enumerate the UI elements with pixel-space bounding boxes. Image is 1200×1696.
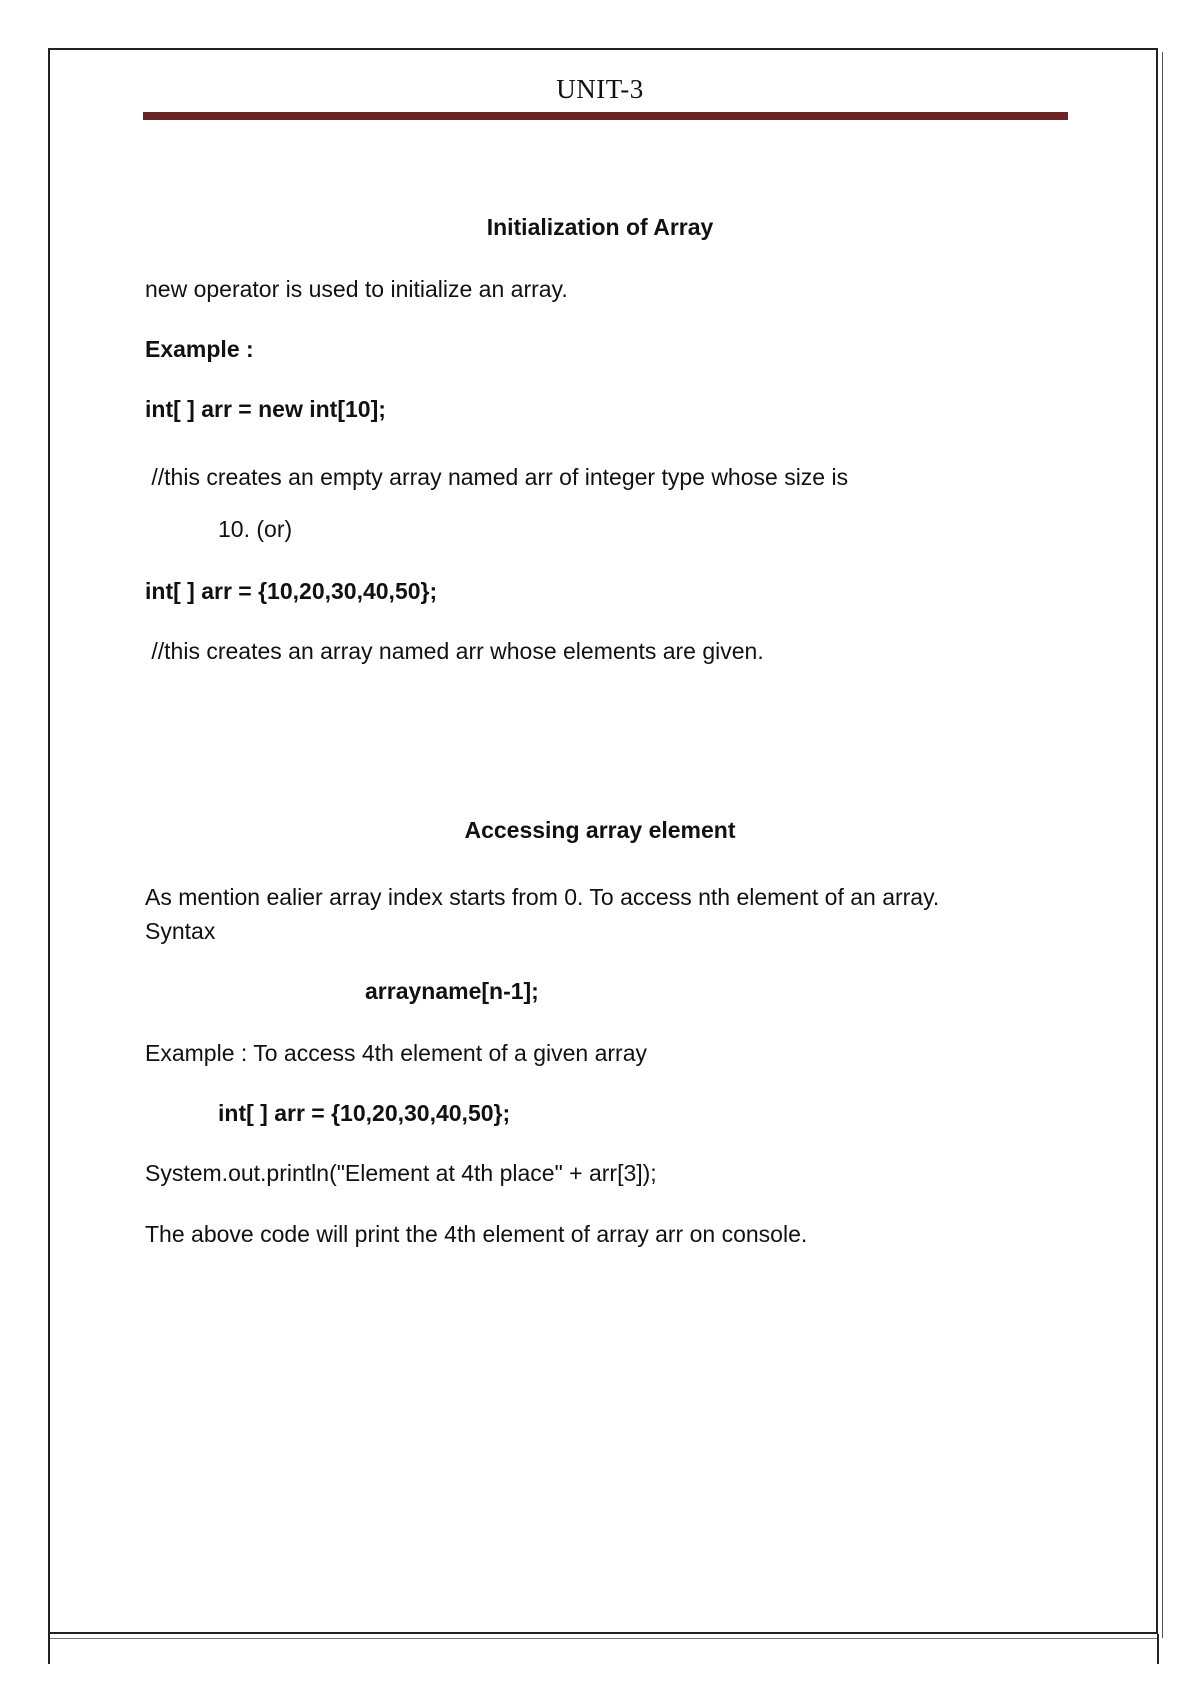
access-intro: As mention ealier array index starts from 0. To access nth element of an array. — [145, 884, 940, 910]
intro-text: new operator is used to initialize an array. — [145, 276, 568, 302]
code-array-literal: int[ ] arr = {10,20,30,40,50}; — [145, 578, 438, 604]
comment-empty-array-cont: 10. (or) — [218, 516, 293, 542]
page-border-tick-right — [1157, 1634, 1159, 1664]
comment-array-literal: //this creates an array named arr whose elements are given. — [145, 638, 764, 664]
page-header-title: UNIT-3 — [556, 74, 644, 104]
conclusion-text: The above code will print the 4th element of array arr on console. — [145, 1221, 808, 1247]
page-border-tick-left — [48, 1634, 50, 1664]
syntax-code: arrayname[n-1]; — [365, 978, 539, 1004]
section-heading-accessing: Accessing array element — [464, 817, 736, 843]
code-new-array: int[ ] arr = new int[10]; — [145, 396, 386, 422]
comment-empty-array: //this creates an empty array named arr of integer type whose size is — [145, 464, 849, 490]
example-label: Example : — [145, 336, 254, 362]
page-border-bottom-shadow — [48, 1638, 1158, 1639]
header-rule — [143, 112, 1068, 120]
access-example: Example : To access 4th element of a given array — [145, 1040, 648, 1066]
syntax-label: Syntax — [145, 918, 216, 944]
section-heading-initialization: Initialization of Array — [486, 214, 714, 240]
code-print-statement: System.out.println("Element at 4th place" + arr[3]); — [145, 1160, 657, 1186]
code-array-literal-2: int[ ] arr = {10,20,30,40,50}; — [218, 1100, 511, 1126]
